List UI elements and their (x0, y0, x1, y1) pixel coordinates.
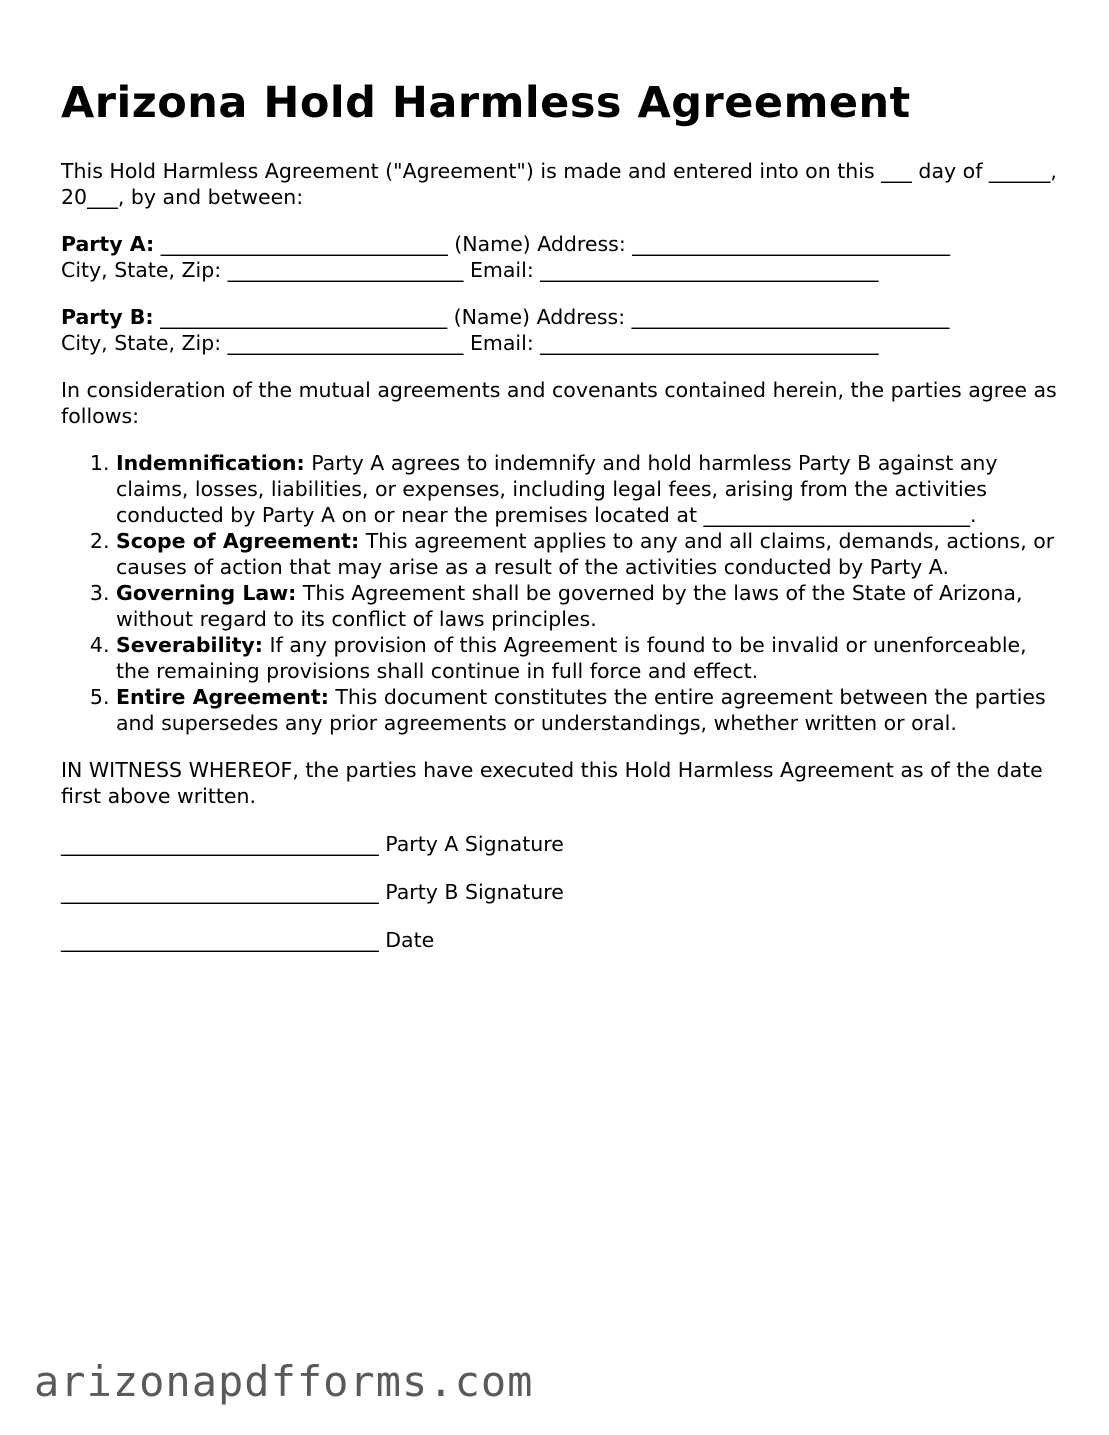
party-b-label: Party B: (61, 305, 154, 329)
clause-text: This Agreement shall be governed by the laws of the State of Arizona, without regard to its conflict of laws principles. (116, 581, 1023, 631)
party-a-label: Party A: (61, 232, 155, 256)
clause-text: This document constitutes the entire agreement between the parties and supersedes any prior agreements or understandings, whether written or oral. (116, 685, 1046, 735)
clause-item (116, 632, 1061, 684)
party-b-name-address: ____________________________ (Name) Address: _______________________________ (153, 305, 950, 329)
clause-item (116, 580, 1061, 632)
party-b-line-2: City, State, Zip: _______________________ Email: _________________________________ (61, 331, 879, 355)
clause-heading: Severability: (116, 633, 263, 657)
clause-item (116, 450, 1061, 528)
party-a-name-address: ____________________________ (Name) Address: _______________________________ (154, 232, 951, 256)
clause-text: Party A agrees to indemnify and hold harmless Party B against any claims, losses, liabilities, or expenses, including legal fees, arising from the activities conducted by Party A on or near the premises located at __________________________. (116, 451, 998, 527)
party-b-line-1 (61, 304, 1061, 330)
party-a-signature-line: _______________________________ Party A Signature (61, 832, 564, 856)
consideration-paragraph: In consideration of the mutual agreements and covenants contained herein, the parties agree as follows: (61, 378, 1057, 428)
clause-heading: Indemnification: (116, 451, 305, 475)
clause-text: If any provision of this Agreement is found to be invalid or unenforceable, the remaining provisions shall continue in full force and effect. (116, 633, 1027, 683)
clause-heading: Entire Agreement: (116, 685, 329, 709)
clause-text: This agreement applies to any and all claims, demands, actions, or causes of action that may arise as a result of the activities conducted by Party A. (116, 529, 1055, 579)
clause-item (116, 684, 1061, 736)
party-a-line-2: City, State, Zip: _______________________ Email: _________________________________ (61, 258, 879, 282)
date-line: _______________________________ Date (61, 928, 435, 952)
intro-paragraph: This Hold Harmless Agreement ("Agreement") is made and entered into on this ___ day of ______, 20___, by and between: (61, 159, 1057, 209)
clause-heading: Governing Law: (116, 581, 297, 605)
party-a-line-1 (61, 231, 1061, 257)
document-page (61, 72, 1061, 953)
party-b-signature-line: _______________________________ Party B Signature (61, 880, 564, 904)
clause-item (116, 528, 1061, 580)
witness-paragraph: IN WITNESS WHEREOF, the parties have executed this Hold Harmless Agreement as of the date first above written. (61, 758, 1043, 808)
clause-list (61, 450, 1061, 736)
party-b-block (61, 304, 1061, 356)
site-watermark: arizonapdfforms.com (34, 1357, 534, 1406)
clause-heading: Scope of Agreement: (116, 529, 360, 553)
document-title: Arizona Hold Harmless Agreement (61, 78, 911, 128)
signature-block (61, 831, 1061, 953)
party-a-block (61, 231, 1061, 283)
